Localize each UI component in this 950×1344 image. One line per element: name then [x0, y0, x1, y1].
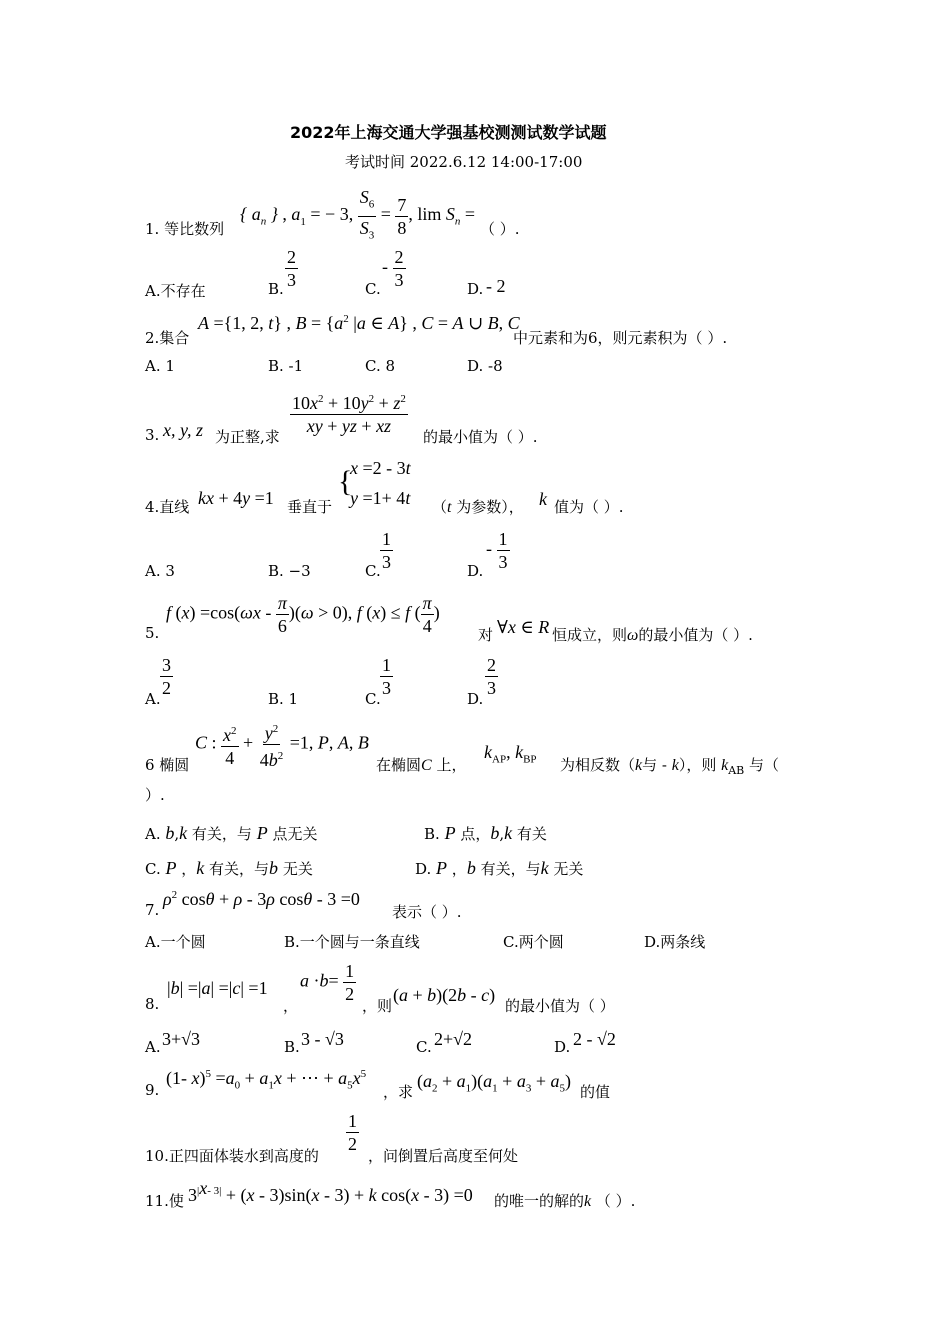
q2-option-c: C. 8: [365, 357, 396, 375]
q8-mid: ，: [283, 997, 299, 1015]
q3-suffix: 的最小值为（ ）.: [423, 428, 538, 446]
q7-option-b: B.一个圆与一条直线: [284, 933, 420, 951]
q5-option-d: D.: [467, 690, 484, 708]
q11-suffix: 的唯一的解的k （ ）.: [494, 1192, 636, 1210]
q5-mid: 对: [478, 626, 494, 644]
q6-option-c: C. P ，k 有关，与b 无关: [145, 858, 313, 878]
q6-suffix: 为相反数（k与 - k），则 $k_{AB}$ 与（: [560, 756, 780, 777]
q8-option-a: A.: [145, 1038, 161, 1056]
q3-vars: x, y, z: [163, 420, 203, 440]
q8-option-b: B.: [284, 1038, 300, 1056]
q11-math: $3^{|x- 3|} + (x - 3)\sin(x - 3) + k$ cos(x - 3) =0: [188, 1178, 473, 1205]
q8-mid2: ，则: [362, 997, 393, 1015]
q6-slopes: $k_{AP}$, $k_{BP}$: [484, 742, 537, 766]
q8-dot: a ·b= $\frac{1}{2}$: [300, 961, 355, 1004]
q5-option-b: B. 1: [268, 690, 299, 708]
q4-k: k: [539, 489, 547, 509]
q5-option-a: A.: [145, 690, 161, 708]
exam-time: 考试时间 2022.6.12 14:00-17:00: [345, 153, 583, 171]
q5-prefix: 5.: [145, 624, 160, 642]
q9-suffix: 的值: [580, 1083, 611, 1101]
q5-option-d-math: $\frac{2}{3}$: [487, 655, 496, 698]
q8-math: |b| =|a| =|c| =1: [167, 978, 268, 998]
q5-suffix: 恒成立，则ω的最小值为（ ）.: [552, 626, 753, 644]
q8-prefix: 8.: [145, 995, 160, 1013]
q8-option-c: C.: [416, 1038, 432, 1056]
q4-option-d-math: - $\frac{1}{3}$: [486, 529, 508, 572]
q8-option-d: D.: [554, 1038, 571, 1056]
q4-option-c-math: $\frac{1}{3}$: [382, 529, 391, 572]
q8-option-d-math: 2 - √2: [573, 1029, 616, 1049]
q9-prefix: 9.: [145, 1081, 160, 1099]
q6-line2: ）.: [145, 786, 165, 804]
q2-option-a: A. 1: [145, 357, 175, 375]
q8-option-c-math: 2+√2: [434, 1029, 473, 1049]
q4-sys-2: y =1+ 4t: [350, 488, 411, 508]
q8-option-a-math: 3+√3: [162, 1029, 201, 1049]
q1-option-c: C.: [365, 280, 381, 298]
q5-option-c-math: $\frac{1}{3}$: [382, 655, 391, 698]
q3-mid: 为正整,求: [215, 428, 280, 446]
q4-suffix: 值为（ ）.: [554, 498, 624, 516]
q6-prefix: 6 椭圆: [145, 756, 190, 774]
q3-fraction: $\frac{10x^2 + 10y^2 + z^2}{xy + yz + xz}$: [290, 388, 408, 437]
q1-option-b-math: $\frac{2}{3}$: [287, 247, 296, 290]
q6-option-b: B. P 点，b,k 有关: [424, 823, 547, 843]
q4-option-a: A. 3: [145, 562, 175, 580]
q7-suffix: 表示（ ）.: [392, 903, 462, 921]
q10-suffix: ，问倒置后高度至何处: [368, 1147, 519, 1165]
q4-option-c: C.: [365, 562, 381, 580]
q8-expr: (a + b)(2b - c): [393, 985, 496, 1005]
q1-option-c-math: - $\frac{2}{3}$: [382, 247, 404, 290]
q3-prefix: 3.: [145, 426, 160, 444]
q4-line: kx + 4y =1: [198, 488, 274, 508]
q2-suffix: 中元素和为6，则元素积为（ ）.: [513, 329, 728, 347]
q5-option-c: C.: [365, 690, 381, 708]
q4-option-b: B. −3: [268, 562, 311, 580]
q8-suffix: 的最小值为（ ）: [505, 997, 615, 1015]
q4-note: （t 为参数），: [432, 498, 524, 516]
q4-sys-1: x =2 - 3t: [350, 458, 411, 478]
q5-option-a-math: $\frac{3}{2}$: [162, 655, 171, 698]
q2-prefix: 2.集合: [145, 329, 190, 347]
q1-math: { $a_n$ } , $a_1$ = − 3, $\frac{S_6}{S_3}$ = $\frac{7}{8}$ , $\lim S_n$ =: [240, 187, 476, 242]
q4-brace: {: [338, 465, 353, 498]
q4-prefix: 4.直线: [145, 498, 190, 516]
q1-option-b: B.: [268, 280, 284, 298]
q4-option-d: D.: [467, 562, 484, 580]
q2-math: A ={1, 2, t} , $B = \{a^2$ |a ∈ A} , C = A ∪ B, C: [198, 313, 520, 333]
q1-option-a: A.不存在: [145, 282, 206, 300]
q9-mid: ，求: [383, 1083, 414, 1101]
q11-prefix: 11.使: [145, 1192, 184, 1210]
q6-option-a: A. b,k 有关，与 P 点无关: [145, 823, 318, 843]
q2-option-d: D. -8: [467, 357, 503, 375]
q2-option-b: B. -1: [268, 357, 304, 375]
q1-prefix: 1. 等比数列: [145, 220, 225, 238]
q7-prefix: 7.: [145, 901, 160, 919]
q9-expr: $(a_2 + a_1)(a_1 + a_3 + a_5)$: [417, 1071, 571, 1095]
q1-option-d-math: - 2: [486, 276, 506, 296]
q7-option-a: A.一个圆: [145, 933, 206, 951]
q1-suffix: （ ）.: [480, 220, 520, 238]
q7-option-d: D.两条线: [644, 933, 706, 951]
q5-cond: ∀x ∈ R: [497, 617, 550, 637]
q6-math: C : $\frac{x^2}{4}$ + $\frac{y^2}{4b^2}$ =1, P, A, B: [195, 718, 369, 771]
q7-math: $\rho^2$ cosθ + ρ - 3ρ cosθ - 3 =0: [163, 889, 360, 909]
q10-prefix: 10.正四面体装水到高度的: [145, 1147, 319, 1165]
q6-option-d: D. P ，b 有关，与k 无关: [415, 858, 584, 878]
q5-math: f (x) =cos(ωx - $\frac{\pi}{6}$ )(ω > 0), f (x) ≤ f ( $\frac{\pi}{4}$ ): [166, 593, 440, 636]
q4-mid: 垂直于: [287, 498, 333, 516]
q8-option-b-math: 3 - √3: [301, 1029, 344, 1049]
q1-option-d: D.: [467, 280, 484, 298]
q10-frac: $\frac{1}{2}$: [348, 1111, 357, 1154]
q6-mid: 在椭圆C 上，: [376, 756, 467, 774]
page-title: 2022年上海交通大学强基校测测试数学试题: [290, 123, 607, 142]
q9-math: (1- $x)^5 =a_0 + a_1x$ + ⋯ + $a_5x^5$: [166, 1068, 367, 1092]
q7-option-c: C.两个圆: [503, 933, 564, 951]
